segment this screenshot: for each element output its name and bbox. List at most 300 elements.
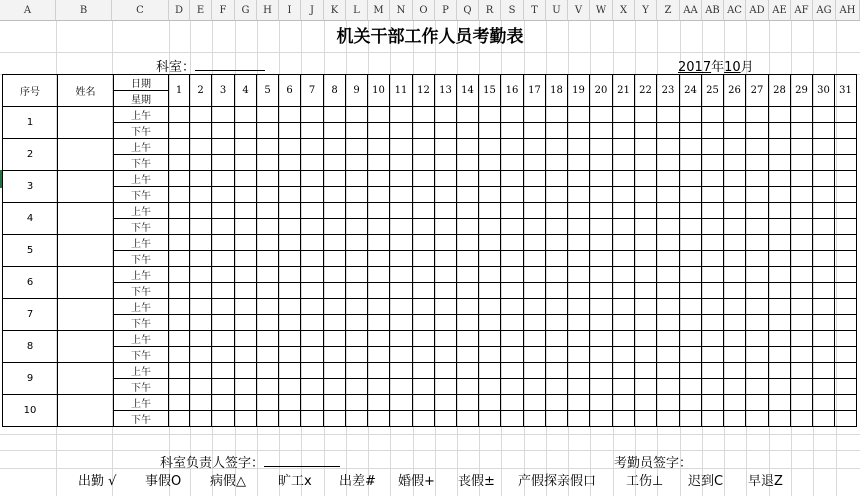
attendance-cell[interactable] xyxy=(279,379,301,395)
attendance-cell[interactable] xyxy=(613,395,635,411)
attendance-cell[interactable] xyxy=(301,187,324,203)
attendance-cell[interactable] xyxy=(791,187,813,203)
attendance-cell[interactable] xyxy=(301,411,324,427)
attendance-cell[interactable] xyxy=(791,283,813,299)
attendance-cell[interactable] xyxy=(212,107,235,123)
attendance-cell[interactable] xyxy=(190,331,212,347)
attendance-cell[interactable] xyxy=(190,267,212,283)
attendance-cell[interactable] xyxy=(346,123,368,139)
attendance-cell[interactable] xyxy=(680,171,702,187)
column-header-ad[interactable]: AD xyxy=(746,0,769,21)
attendance-cell[interactable] xyxy=(524,331,546,347)
attendance-cell[interactable] xyxy=(813,235,835,251)
attendance-cell[interactable] xyxy=(235,139,257,155)
attendance-cell[interactable] xyxy=(435,347,457,363)
attendance-cell[interactable] xyxy=(413,235,435,251)
attendance-cell[interactable] xyxy=(390,299,413,315)
attendance-cell[interactable] xyxy=(724,283,746,299)
attendance-cell[interactable] xyxy=(590,251,613,267)
attendance-cell[interactable] xyxy=(769,139,791,155)
column-header-ag[interactable]: AG xyxy=(813,0,836,21)
attendance-cell[interactable] xyxy=(435,187,457,203)
attendance-cell[interactable] xyxy=(413,331,435,347)
attendance-cell[interactable] xyxy=(835,171,857,187)
column-header-r[interactable]: R xyxy=(479,0,501,21)
attendance-cell[interactable] xyxy=(524,123,546,139)
attendance-cell[interactable] xyxy=(702,395,724,411)
attendance-cell[interactable] xyxy=(169,171,190,187)
attendance-cell[interactable] xyxy=(279,315,301,331)
attendance-cell[interactable] xyxy=(413,267,435,283)
attendance-cell[interactable] xyxy=(524,379,546,395)
attendance-cell[interactable] xyxy=(190,299,212,315)
attendance-cell[interactable] xyxy=(435,267,457,283)
attendance-cell[interactable] xyxy=(346,171,368,187)
attendance-cell[interactable] xyxy=(169,411,190,427)
attendance-cell[interactable] xyxy=(324,331,346,347)
attendance-cell[interactable] xyxy=(190,107,212,123)
employee-name-cell[interactable] xyxy=(58,203,114,235)
attendance-cell[interactable] xyxy=(368,155,390,171)
attendance-cell[interactable] xyxy=(501,123,524,139)
attendance-cell[interactable] xyxy=(212,315,235,331)
attendance-cell[interactable] xyxy=(501,315,524,331)
attendance-cell[interactable] xyxy=(301,171,324,187)
attendance-cell[interactable] xyxy=(746,411,769,427)
column-header-e[interactable]: E xyxy=(190,0,212,21)
attendance-cell[interactable] xyxy=(635,395,657,411)
attendance-cell[interactable] xyxy=(680,363,702,379)
attendance-cell[interactable] xyxy=(257,363,279,379)
attendance-cell[interactable] xyxy=(524,171,546,187)
attendance-cell[interactable] xyxy=(457,171,479,187)
attendance-cell[interactable] xyxy=(680,139,702,155)
attendance-cell[interactable] xyxy=(613,123,635,139)
attendance-cell[interactable] xyxy=(235,379,257,395)
attendance-cell[interactable] xyxy=(413,203,435,219)
attendance-cell[interactable] xyxy=(568,267,590,283)
attendance-cell[interactable] xyxy=(702,171,724,187)
attendance-cell[interactable] xyxy=(791,107,813,123)
attendance-cell[interactable] xyxy=(657,219,680,235)
attendance-cell[interactable] xyxy=(501,347,524,363)
attendance-cell[interactable] xyxy=(546,139,568,155)
attendance-cell[interactable] xyxy=(724,411,746,427)
attendance-cell[interactable] xyxy=(390,363,413,379)
attendance-cell[interactable] xyxy=(835,283,857,299)
attendance-cell[interactable] xyxy=(346,251,368,267)
attendance-cell[interactable] xyxy=(769,379,791,395)
attendance-cell[interactable] xyxy=(501,379,524,395)
attendance-cell[interactable] xyxy=(613,267,635,283)
attendance-cell[interactable] xyxy=(501,395,524,411)
attendance-cell[interactable] xyxy=(324,395,346,411)
attendance-cell[interactable] xyxy=(169,395,190,411)
attendance-cell[interactable] xyxy=(613,219,635,235)
attendance-cell[interactable] xyxy=(657,395,680,411)
attendance-cell[interactable] xyxy=(390,203,413,219)
attendance-cell[interactable] xyxy=(791,299,813,315)
attendance-cell[interactable] xyxy=(546,299,568,315)
attendance-cell[interactable] xyxy=(769,123,791,139)
attendance-cell[interactable] xyxy=(724,235,746,251)
attendance-cell[interactable] xyxy=(457,107,479,123)
attendance-cell[interactable] xyxy=(212,331,235,347)
attendance-cell[interactable] xyxy=(169,283,190,299)
attendance-cell[interactable] xyxy=(657,107,680,123)
attendance-cell[interactable] xyxy=(435,203,457,219)
attendance-cell[interactable] xyxy=(524,347,546,363)
attendance-cell[interactable] xyxy=(279,331,301,347)
attendance-cell[interactable] xyxy=(657,379,680,395)
attendance-cell[interactable] xyxy=(257,283,279,299)
attendance-cell[interactable] xyxy=(680,203,702,219)
attendance-cell[interactable] xyxy=(546,411,568,427)
attendance-cell[interactable] xyxy=(813,411,835,427)
column-header-u[interactable]: U xyxy=(546,0,568,21)
attendance-cell[interactable] xyxy=(169,379,190,395)
attendance-cell[interactable] xyxy=(346,331,368,347)
attendance-cell[interactable] xyxy=(724,347,746,363)
attendance-cell[interactable] xyxy=(680,315,702,331)
column-header-x[interactable]: X xyxy=(613,0,635,21)
attendance-cell[interactable] xyxy=(657,283,680,299)
employee-name-cell[interactable] xyxy=(58,267,114,299)
attendance-cell[interactable] xyxy=(724,123,746,139)
attendance-cell[interactable] xyxy=(346,235,368,251)
attendance-cell[interactable] xyxy=(235,347,257,363)
attendance-cell[interactable] xyxy=(813,283,835,299)
attendance-cell[interactable] xyxy=(680,395,702,411)
attendance-cell[interactable] xyxy=(390,235,413,251)
attendance-cell[interactable] xyxy=(301,299,324,315)
attendance-cell[interactable] xyxy=(390,267,413,283)
attendance-cell[interactable] xyxy=(324,139,346,155)
attendance-cell[interactable] xyxy=(791,171,813,187)
attendance-cell[interactable] xyxy=(702,139,724,155)
attendance-cell[interactable] xyxy=(590,395,613,411)
attendance-cell[interactable] xyxy=(524,315,546,331)
attendance-cell[interactable] xyxy=(324,123,346,139)
attendance-cell[interactable] xyxy=(680,123,702,139)
attendance-cell[interactable] xyxy=(346,187,368,203)
attendance-cell[interactable] xyxy=(279,139,301,155)
attendance-cell[interactable] xyxy=(346,203,368,219)
attendance-cell[interactable] xyxy=(190,251,212,267)
attendance-cell[interactable] xyxy=(635,267,657,283)
attendance-cell[interactable] xyxy=(746,379,769,395)
attendance-cell[interactable] xyxy=(169,347,190,363)
attendance-cell[interactable] xyxy=(746,107,769,123)
attendance-cell[interactable] xyxy=(746,363,769,379)
attendance-cell[interactable] xyxy=(368,107,390,123)
attendance-cell[interactable] xyxy=(746,203,769,219)
attendance-cell[interactable] xyxy=(301,315,324,331)
attendance-cell[interactable] xyxy=(702,363,724,379)
attendance-cell[interactable] xyxy=(279,363,301,379)
column-header-ae[interactable]: AE xyxy=(769,0,791,21)
attendance-cell[interactable] xyxy=(546,171,568,187)
attendance-cell[interactable] xyxy=(724,251,746,267)
attendance-cell[interactable] xyxy=(501,155,524,171)
attendance-cell[interactable] xyxy=(635,363,657,379)
attendance-cell[interactable] xyxy=(479,203,501,219)
attendance-cell[interactable] xyxy=(524,235,546,251)
attendance-cell[interactable] xyxy=(235,411,257,427)
column-header-f[interactable]: F xyxy=(212,0,235,21)
attendance-cell[interactable] xyxy=(724,395,746,411)
attendance-cell[interactable] xyxy=(190,411,212,427)
attendance-cell[interactable] xyxy=(212,187,235,203)
attendance-cell[interactable] xyxy=(657,123,680,139)
attendance-cell[interactable] xyxy=(501,299,524,315)
attendance-cell[interactable] xyxy=(501,331,524,347)
attendance-cell[interactable] xyxy=(324,347,346,363)
attendance-cell[interactable] xyxy=(635,331,657,347)
attendance-cell[interactable] xyxy=(368,267,390,283)
attendance-cell[interactable] xyxy=(235,171,257,187)
attendance-cell[interactable] xyxy=(590,107,613,123)
attendance-cell[interactable] xyxy=(212,363,235,379)
attendance-cell[interactable] xyxy=(346,315,368,331)
attendance-cell[interactable] xyxy=(635,155,657,171)
attendance-cell[interactable] xyxy=(590,363,613,379)
attendance-cell[interactable] xyxy=(746,347,769,363)
attendance-cell[interactable] xyxy=(657,331,680,347)
attendance-cell[interactable] xyxy=(702,347,724,363)
attendance-cell[interactable] xyxy=(568,331,590,347)
attendance-cell[interactable] xyxy=(413,315,435,331)
attendance-cell[interactable] xyxy=(257,299,279,315)
employee-name-cell[interactable] xyxy=(58,107,114,139)
column-header-c[interactable]: C xyxy=(112,0,169,21)
attendance-cell[interactable] xyxy=(301,139,324,155)
column-header-s[interactable]: S xyxy=(501,0,524,21)
attendance-cell[interactable] xyxy=(524,203,546,219)
attendance-cell[interactable] xyxy=(702,315,724,331)
attendance-cell[interactable] xyxy=(257,171,279,187)
attendance-cell[interactable] xyxy=(501,219,524,235)
attendance-cell[interactable] xyxy=(501,187,524,203)
attendance-cell[interactable] xyxy=(746,187,769,203)
attendance-cell[interactable] xyxy=(190,139,212,155)
attendance-cell[interactable] xyxy=(435,299,457,315)
attendance-cell[interactable] xyxy=(235,155,257,171)
attendance-cell[interactable] xyxy=(680,331,702,347)
attendance-cell[interactable] xyxy=(769,171,791,187)
department-blank[interactable] xyxy=(195,58,265,71)
attendance-cell[interactable] xyxy=(190,171,212,187)
attendance-cell[interactable] xyxy=(413,155,435,171)
attendance-cell[interactable] xyxy=(546,155,568,171)
attendance-cell[interactable] xyxy=(791,331,813,347)
attendance-cell[interactable] xyxy=(657,251,680,267)
attendance-cell[interactable] xyxy=(279,171,301,187)
attendance-cell[interactable] xyxy=(657,155,680,171)
attendance-cell[interactable] xyxy=(746,171,769,187)
attendance-cell[interactable] xyxy=(791,395,813,411)
attendance-cell[interactable] xyxy=(657,171,680,187)
attendance-cell[interactable] xyxy=(568,219,590,235)
attendance-cell[interactable] xyxy=(390,331,413,347)
attendance-cell[interactable] xyxy=(791,251,813,267)
column-header-n[interactable]: N xyxy=(390,0,413,21)
attendance-cell[interactable] xyxy=(680,299,702,315)
attendance-cell[interactable] xyxy=(390,139,413,155)
attendance-cell[interactable] xyxy=(746,315,769,331)
attendance-cell[interactable] xyxy=(190,203,212,219)
attendance-cell[interactable] xyxy=(390,155,413,171)
attendance-cell[interactable] xyxy=(479,331,501,347)
attendance-cell[interactable] xyxy=(212,235,235,251)
attendance-cell[interactable] xyxy=(279,107,301,123)
attendance-cell[interactable] xyxy=(835,203,857,219)
attendance-cell[interactable] xyxy=(479,315,501,331)
attendance-cell[interactable] xyxy=(635,299,657,315)
attendance-cell[interactable] xyxy=(457,251,479,267)
attendance-cell[interactable] xyxy=(413,299,435,315)
attendance-cell[interactable] xyxy=(479,139,501,155)
attendance-cell[interactable] xyxy=(346,299,368,315)
attendance-cell[interactable] xyxy=(169,155,190,171)
attendance-cell[interactable] xyxy=(390,379,413,395)
attendance-cell[interactable] xyxy=(413,187,435,203)
attendance-cell[interactable] xyxy=(568,107,590,123)
attendance-cell[interactable] xyxy=(413,283,435,299)
attendance-cell[interactable] xyxy=(546,235,568,251)
attendance-cell[interactable] xyxy=(413,219,435,235)
attendance-cell[interactable] xyxy=(590,235,613,251)
attendance-cell[interactable] xyxy=(746,123,769,139)
attendance-cell[interactable] xyxy=(657,347,680,363)
attendance-cell[interactable] xyxy=(368,235,390,251)
attendance-cell[interactable] xyxy=(190,219,212,235)
attendance-cell[interactable] xyxy=(546,395,568,411)
attendance-cell[interactable] xyxy=(590,203,613,219)
attendance-cell[interactable] xyxy=(390,411,413,427)
attendance-cell[interactable] xyxy=(813,203,835,219)
attendance-cell[interactable] xyxy=(746,155,769,171)
attendance-cell[interactable] xyxy=(257,155,279,171)
attendance-cell[interactable] xyxy=(835,107,857,123)
attendance-cell[interactable] xyxy=(235,107,257,123)
employee-name-cell[interactable] xyxy=(58,139,114,171)
attendance-cell[interactable] xyxy=(568,139,590,155)
attendance-cell[interactable] xyxy=(769,219,791,235)
attendance-cell[interactable] xyxy=(413,139,435,155)
attendance-cell[interactable] xyxy=(301,155,324,171)
attendance-cell[interactable] xyxy=(835,219,857,235)
column-header-ac[interactable]: AC xyxy=(724,0,746,21)
attendance-cell[interactable] xyxy=(346,379,368,395)
attendance-cell[interactable] xyxy=(169,251,190,267)
attendance-cell[interactable] xyxy=(613,411,635,427)
column-header-d[interactable]: D xyxy=(169,0,190,21)
attendance-cell[interactable] xyxy=(235,363,257,379)
attendance-cell[interactable] xyxy=(435,315,457,331)
attendance-cell[interactable] xyxy=(613,379,635,395)
attendance-cell[interactable] xyxy=(680,251,702,267)
attendance-cell[interactable] xyxy=(368,171,390,187)
attendance-cell[interactable] xyxy=(635,139,657,155)
attendance-cell[interactable] xyxy=(769,363,791,379)
attendance-cell[interactable] xyxy=(279,347,301,363)
attendance-cell[interactable] xyxy=(769,203,791,219)
employee-name-cell[interactable] xyxy=(58,395,114,427)
attendance-cell[interactable] xyxy=(568,283,590,299)
attendance-cell[interactable] xyxy=(390,315,413,331)
attendance-cell[interactable] xyxy=(724,155,746,171)
attendance-cell[interactable] xyxy=(635,411,657,427)
attendance-cell[interactable] xyxy=(769,187,791,203)
attendance-cell[interactable] xyxy=(457,363,479,379)
attendance-cell[interactable] xyxy=(746,395,769,411)
attendance-cell[interactable] xyxy=(324,155,346,171)
attendance-cell[interactable] xyxy=(635,235,657,251)
employee-name-cell[interactable] xyxy=(58,363,114,395)
attendance-cell[interactable] xyxy=(346,363,368,379)
attendance-cell[interactable] xyxy=(257,267,279,283)
attendance-cell[interactable] xyxy=(546,203,568,219)
attendance-cell[interactable] xyxy=(479,155,501,171)
attendance-cell[interactable] xyxy=(235,203,257,219)
attendance-cell[interactable] xyxy=(813,171,835,187)
attendance-cell[interactable] xyxy=(479,283,501,299)
attendance-cell[interactable] xyxy=(546,315,568,331)
attendance-cell[interactable] xyxy=(368,395,390,411)
attendance-cell[interactable] xyxy=(301,379,324,395)
attendance-cell[interactable] xyxy=(479,267,501,283)
attendance-cell[interactable] xyxy=(457,315,479,331)
column-header-ah[interactable]: AH xyxy=(836,0,860,21)
attendance-cell[interactable] xyxy=(813,251,835,267)
attendance-cell[interactable] xyxy=(169,235,190,251)
attendance-cell[interactable] xyxy=(368,331,390,347)
attendance-cell[interactable] xyxy=(813,395,835,411)
attendance-cell[interactable] xyxy=(835,235,857,251)
attendance-cell[interactable] xyxy=(613,171,635,187)
attendance-cell[interactable] xyxy=(769,331,791,347)
attendance-cell[interactable] xyxy=(568,123,590,139)
attendance-cell[interactable] xyxy=(813,155,835,171)
attendance-cell[interactable] xyxy=(457,267,479,283)
attendance-cell[interactable] xyxy=(257,219,279,235)
attendance-cell[interactable] xyxy=(413,171,435,187)
attendance-cell[interactable] xyxy=(190,283,212,299)
attendance-cell[interactable] xyxy=(769,235,791,251)
attendance-cell[interactable] xyxy=(657,203,680,219)
attendance-cell[interactable] xyxy=(835,331,857,347)
attendance-cell[interactable] xyxy=(769,251,791,267)
attendance-cell[interactable] xyxy=(190,379,212,395)
column-header-p[interactable]: P xyxy=(435,0,457,21)
column-header-i[interactable]: I xyxy=(279,0,301,21)
attendance-cell[interactable] xyxy=(346,107,368,123)
attendance-cell[interactable] xyxy=(657,411,680,427)
attendance-cell[interactable] xyxy=(635,123,657,139)
attendance-cell[interactable] xyxy=(346,283,368,299)
attendance-cell[interactable] xyxy=(680,283,702,299)
attendance-cell[interactable] xyxy=(613,315,635,331)
attendance-cell[interactable] xyxy=(590,283,613,299)
attendance-cell[interactable] xyxy=(835,251,857,267)
attendance-cell[interactable] xyxy=(413,251,435,267)
attendance-cell[interactable] xyxy=(791,267,813,283)
attendance-cell[interactable] xyxy=(457,235,479,251)
attendance-cell[interactable] xyxy=(301,251,324,267)
attendance-cell[interactable] xyxy=(190,187,212,203)
attendance-cell[interactable] xyxy=(613,347,635,363)
